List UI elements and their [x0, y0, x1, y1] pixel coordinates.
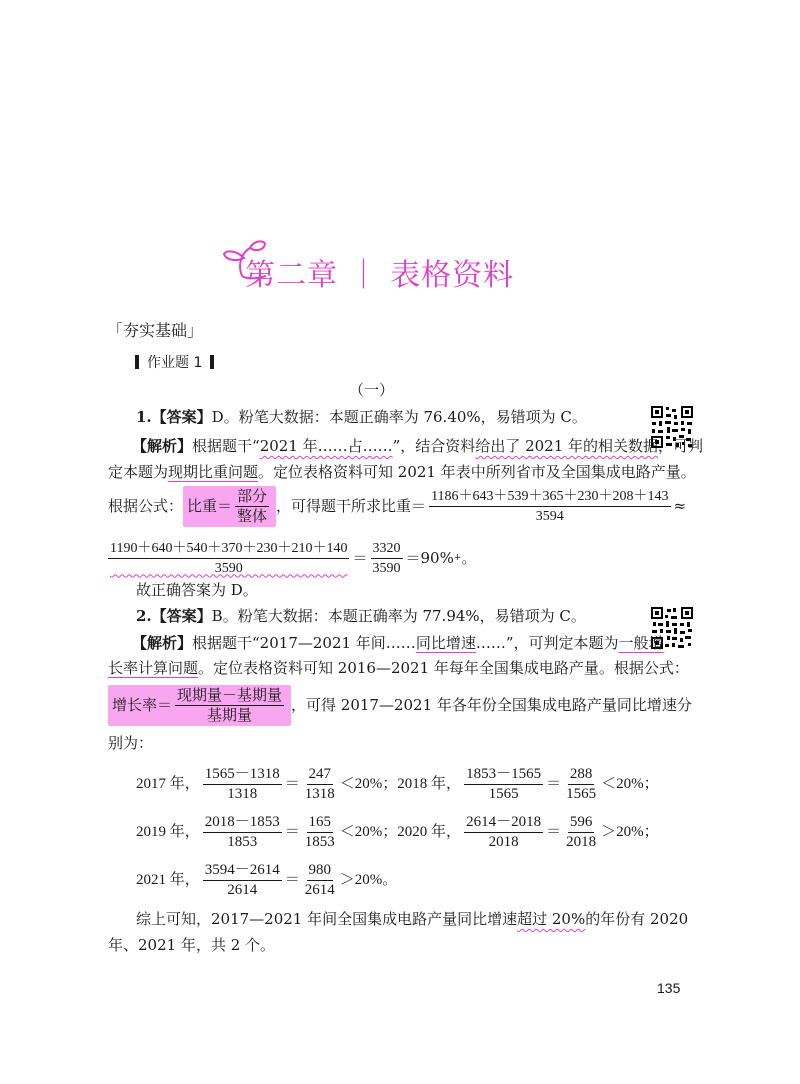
equals-sign: ＝ — [546, 776, 562, 792]
calc-fraction: $\frac{247}{1318}$ — [304, 765, 335, 802]
q1-text: ”，结合资料 — [392, 437, 476, 455]
calc-fraction: $\frac{3594-2614}{2614}$ — [204, 861, 280, 898]
q2-year-row-2 — [136, 812, 659, 852]
section-label: 夯实基础 — [123, 321, 188, 340]
comparison: ＜20%； — [601, 776, 659, 792]
q2-analysis-line-4: 别为： — [108, 734, 154, 752]
q1-answer-line — [136, 407, 587, 427]
q1-keyword: 给出了 2021 年的相关数据 — [475, 437, 659, 455]
calc-fraction: $\frac{2614-2018}{2018}$ — [466, 813, 542, 850]
q2-keyword: 同比增速 — [415, 634, 476, 652]
q2-year-row-3 — [136, 860, 397, 900]
calc-fraction: $\frac{1186+643+539+365+230+208+143}{3594}$ — [431, 488, 669, 524]
calc-fraction: $\frac{2018-1853}{1853}$ — [204, 813, 280, 850]
equals-sign: ＝ — [352, 549, 368, 567]
q1-conclusion: 故正确答案为 D。 — [136, 581, 258, 599]
q2-text: ，可得 2017—2021 年各年份全国集成电路产量同比增速分 — [291, 696, 692, 714]
q2-summary-line-2: 年、2021 年，共 2 个。 — [108, 936, 276, 954]
year-label: 2021 年， — [136, 872, 200, 888]
q2-keyword: 长率计算问题 — [108, 659, 199, 677]
equals-sign: ＝ — [284, 776, 300, 792]
q2-answer-prefix: 2.【答案】 — [136, 607, 212, 625]
q1-calc-line — [108, 538, 476, 578]
equals-sign: ＝ — [284, 872, 300, 888]
q1-analysis-line-2 — [108, 462, 696, 482]
bar-right-icon — [210, 355, 214, 369]
q1-keyword: 2021 年……占…… — [259, 437, 393, 455]
q1-formula-line — [108, 486, 686, 526]
calc-fraction: $\frac{165}{1853}$ — [304, 813, 335, 850]
exercise-header — [135, 352, 214, 372]
equals-sign: ＝ — [546, 824, 562, 840]
q2-formula-highlight — [108, 685, 291, 726]
calc-fraction: $\frac{3320}{3590}$ — [372, 540, 401, 576]
result-sup: + — [453, 553, 462, 563]
calc-fraction: $\frac{596}{2018}$ — [566, 813, 597, 850]
calc-fraction: $\frac{288}{1565}$ — [566, 765, 597, 802]
page-number: 135 — [657, 980, 681, 996]
calc-fraction: $\frac{1565-1318}{1318}$ — [204, 765, 280, 802]
q2-analysis-line-1 — [132, 633, 664, 653]
year-label: 2020 年， — [397, 824, 462, 840]
q1-text: 。 — [461, 549, 477, 567]
part-label: （一） — [349, 381, 395, 399]
bar-left-icon — [135, 355, 139, 369]
calc-result: ＝90% — [405, 549, 454, 567]
calc-fraction: $\frac{1853-1565}{1565}$ — [466, 765, 542, 802]
q1-formula-highlight — [183, 486, 276, 527]
q2-text: 根据题干“2017—2021 年间…… — [192, 634, 416, 652]
q1-text: 。定位表格资料可知 2021 年表中所列省市及全国集成电路产量。 — [258, 463, 696, 481]
q1-text: 定本题为 — [108, 463, 169, 481]
equals-sign: ＝ — [284, 824, 300, 840]
formula-fraction: $\frac{\text{现期量－基期量}}{\text{基期量}}$ — [177, 685, 283, 724]
year-label: 2018 年， — [397, 776, 462, 792]
q2-analysis-line-2 — [108, 658, 689, 678]
comparison: ＞20%； — [601, 824, 659, 840]
q1-analysis-label: 【解析】 — [132, 437, 193, 455]
q2-analysis-label: 【解析】 — [132, 634, 193, 652]
formula-lhs: 比重＝ — [187, 497, 233, 515]
section-header — [107, 318, 203, 341]
q2-text: ……”，可判定本题为 — [475, 634, 619, 652]
q2-text: 。定位表格资料可知 2016—2021 年每年全国集成电路产量。根据公式： — [198, 659, 689, 677]
formula-lhs: 增长率＝ — [112, 696, 173, 714]
year-label: 2019 年， — [136, 824, 200, 840]
q2-answer-text: B。粉笔大数据：本题正确率为 77.94%，易错项为 C。 — [211, 607, 586, 625]
chapter-title: 第二章 ｜ 表格资料 — [245, 258, 515, 293]
q1-text: 根据题干“ — [192, 437, 260, 455]
q2-text: 的年份有 2020 — [585, 910, 689, 928]
exercise-label: 作业题 1 — [147, 355, 203, 371]
formula-fraction: $\frac{\text{部分}}{\text{整体}}$ — [237, 486, 268, 525]
q1-analysis-line-1 — [132, 436, 703, 456]
calc-fraction: $\frac{1190+640+540+370+230+210+140}{3590}$ — [110, 540, 348, 576]
comparison: ＜20%； — [339, 776, 398, 792]
approx-sign: ≈ — [673, 497, 687, 515]
bracket-left-icon: 「 — [107, 321, 124, 340]
q1-answer-text: D。粉笔大数据：本题正确率为 76.40%，易错项为 C。 — [211, 408, 587, 426]
q2-text: 综上可知，2017—2021 年间全国集成电路产量同比增速 — [136, 910, 518, 928]
q1-text: ，可得题干所求比重＝ — [276, 497, 427, 515]
q2-keyword: 超过 20% — [517, 910, 586, 928]
bracket-right-icon: 」 — [187, 321, 204, 340]
comparison: ＞20%。 — [339, 872, 398, 888]
q1-text: ，可判 — [658, 437, 704, 455]
q2-answer-line — [136, 606, 586, 626]
calc-fraction: $\frac{980}{2614}$ — [304, 861, 335, 898]
q2-keyword: 一般增 — [618, 634, 664, 652]
q2-summary-line-1 — [136, 909, 688, 929]
q2-formula-line — [108, 684, 692, 726]
q1-text: 根据公式： — [108, 497, 184, 515]
year-label: 2017 年， — [136, 776, 200, 792]
q1-keyword: 现期比重问题 — [168, 463, 259, 481]
q2-year-row-1 — [136, 764, 659, 804]
comparison: ＜20%； — [339, 824, 398, 840]
q1-answer-prefix: 1.【答案】 — [136, 408, 212, 426]
